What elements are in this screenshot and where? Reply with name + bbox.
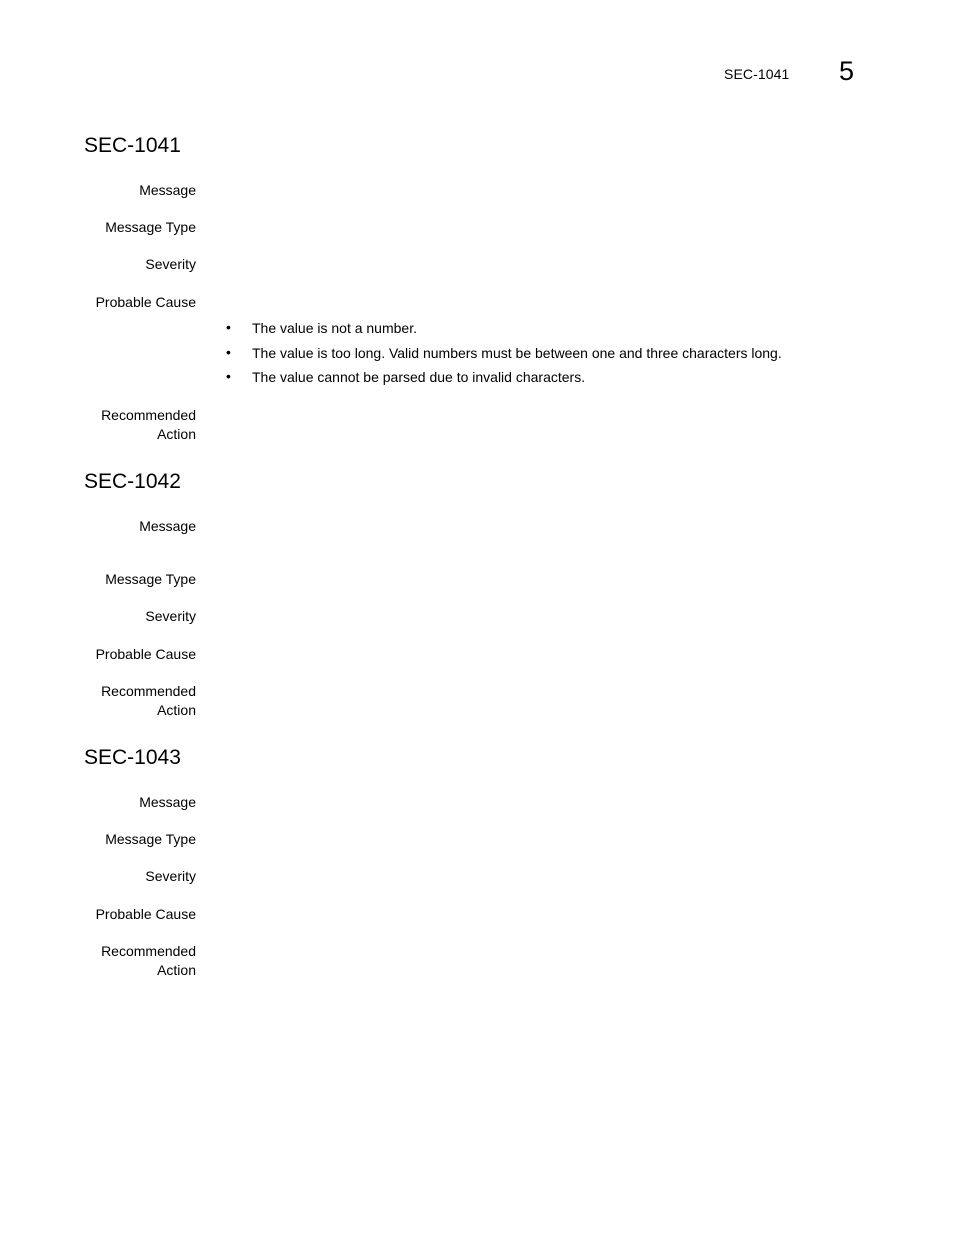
- message-label: Message: [139, 182, 196, 198]
- list-item: [226, 319, 782, 344]
- message-label: Message: [139, 794, 196, 810]
- bullet-icon: •: [226, 343, 231, 360]
- probable-cause-label: Probable Cause: [95, 294, 196, 310]
- cause-text: The value is not a number.: [252, 320, 417, 336]
- list-item: [226, 368, 782, 393]
- chapter-number: 5: [839, 56, 855, 86]
- recommended-label-line1: Recommended: [101, 407, 196, 423]
- bullet-icon: •: [226, 319, 231, 335]
- header-reference: SEC-1041: [724, 66, 790, 82]
- message-type-label: Message Type: [105, 219, 196, 235]
- recommended-label-line2: Action: [157, 962, 196, 978]
- severity-label: Severity: [145, 608, 196, 624]
- probable-cause-list: [226, 319, 782, 393]
- severity-label: Severity: [145, 256, 196, 272]
- recommended-action-label: [101, 942, 196, 980]
- section-title: SEC-1042: [84, 470, 181, 493]
- message-type-label: Message Type: [105, 831, 196, 847]
- probable-cause-label: Probable Cause: [95, 646, 196, 662]
- cause-text: The value is too long. Valid numbers must be between one and three characters long.: [252, 344, 782, 361]
- recommended-action-label: [101, 406, 196, 444]
- severity-label: Severity: [145, 868, 196, 884]
- list-item: [226, 344, 782, 369]
- message-label: Message: [139, 518, 196, 534]
- recommended-label-line1: Recommended: [101, 683, 196, 699]
- section-title: SEC-1041: [84, 134, 181, 157]
- section-title: SEC-1043: [84, 746, 181, 769]
- page-header: [0, 56, 954, 90]
- probable-cause-label: Probable Cause: [95, 906, 196, 922]
- recommended-action-label: [101, 682, 196, 720]
- recommended-label-line2: Action: [157, 426, 196, 442]
- message-type-label: Message Type: [105, 571, 196, 587]
- bullet-icon: •: [226, 368, 231, 384]
- recommended-label-line1: Recommended: [101, 943, 196, 959]
- recommended-label-line2: Action: [157, 702, 196, 718]
- cause-text: The value cannot be parsed due to invalid characters.: [252, 369, 586, 385]
